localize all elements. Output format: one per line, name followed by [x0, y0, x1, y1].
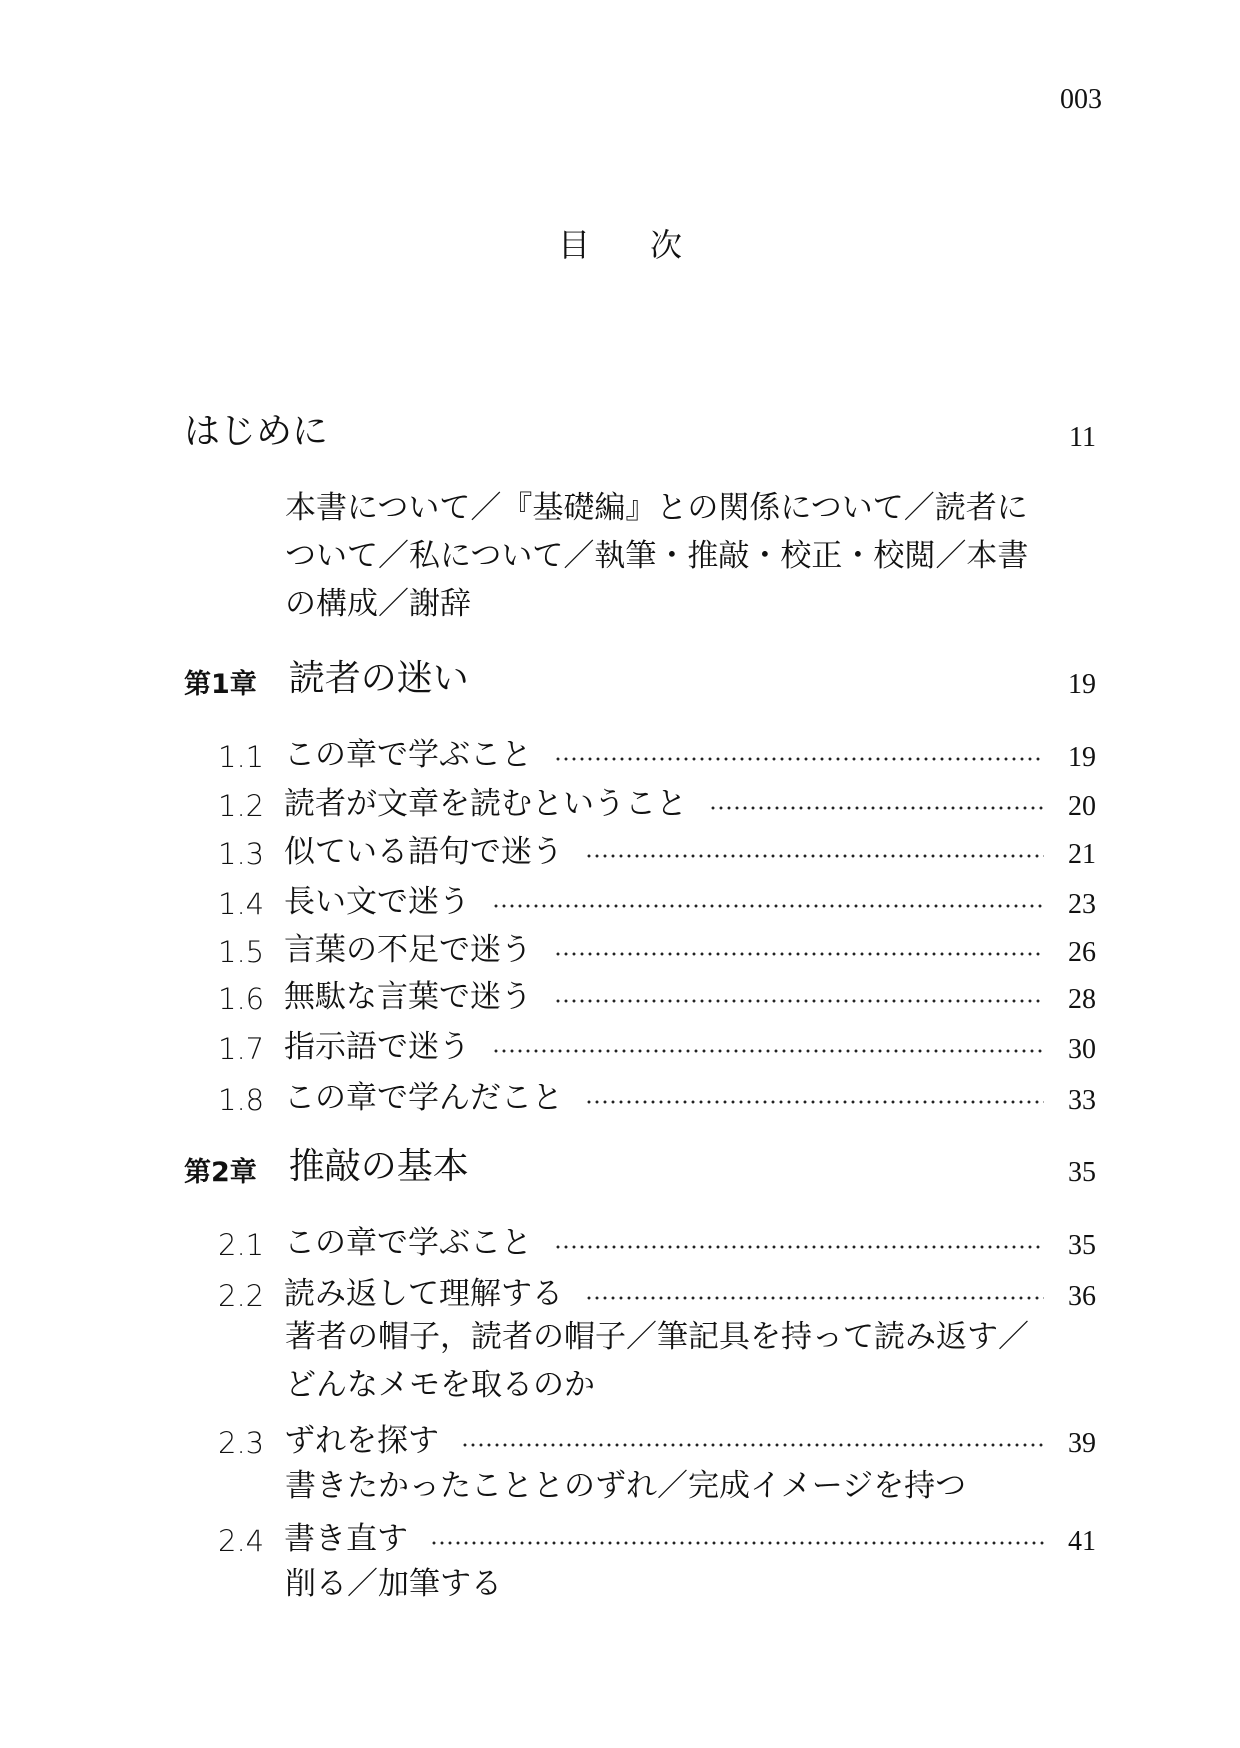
toc-section[interactable]	[184, 730, 1096, 774]
dot-leader	[709, 803, 1044, 813]
toc-chapter[interactable]	[184, 657, 1096, 701]
section-page: 39	[1068, 1428, 1096, 1459]
dot-leader	[554, 1242, 1044, 1252]
section-number: 2.2	[218, 1279, 265, 1313]
section-page: 21	[1068, 839, 1096, 870]
section-title: 長い文で迷う	[284, 884, 470, 920]
dot-leader	[461, 1440, 1044, 1450]
section-number: 1.8	[218, 1083, 265, 1117]
toc-section[interactable]	[184, 779, 1096, 823]
topic-line: 著者の帽子，読者の帽子／筆記具を持って読み返す／	[285, 1319, 1029, 1355]
chapter-title: 読者の迷い	[288, 658, 469, 699]
topic-line: 書きたかったこととのずれ／完成イメージを持つ	[285, 1468, 967, 1504]
toc-section[interactable]	[184, 1514, 1096, 1558]
chapter-label: 第2章	[184, 1157, 257, 1188]
section-topics	[285, 1462, 1045, 1510]
section-title: 言葉の不足で迷う	[284, 932, 532, 968]
toc-section[interactable]	[184, 1416, 1096, 1460]
entry-page: 11	[1069, 422, 1096, 453]
entry-title: はじめに	[184, 411, 329, 452]
section-number: 2.3	[218, 1426, 265, 1460]
section-number: 1.2	[218, 789, 265, 823]
section-page: 35	[1068, 1230, 1096, 1261]
dot-leader	[554, 996, 1044, 1006]
section-number: 2.4	[218, 1524, 265, 1558]
section-title: 指示語で迷う	[284, 1029, 470, 1065]
section-title: この章で学ぶこと	[284, 1225, 532, 1261]
section-number: 1.3	[218, 837, 265, 871]
section-page: 26	[1068, 937, 1096, 968]
dot-leader	[554, 949, 1044, 959]
toc-section[interactable]	[184, 1073, 1096, 1117]
dot-leader	[554, 754, 1044, 764]
toc-section[interactable]	[184, 1269, 1096, 1313]
section-title: この章で学ぶこと	[284, 737, 532, 773]
section-page: 19	[1068, 742, 1096, 773]
section-number: 2.1	[218, 1228, 265, 1262]
page-title: 目次	[557, 226, 742, 264]
section-number: 1.6	[218, 982, 265, 1016]
section-page: 36	[1068, 1281, 1096, 1312]
section-title: 似ている語句で迷う	[284, 834, 563, 870]
topic-line: の構成／謝辞	[285, 586, 471, 622]
topic-line: どんなメモを取るのか	[285, 1367, 595, 1403]
section-number: 1.1	[218, 740, 265, 774]
dot-leader	[492, 1046, 1044, 1056]
topic-line: 本書について／『基礎編』との関係について／読者に	[285, 490, 1028, 526]
section-page: 30	[1068, 1034, 1096, 1065]
toc-section[interactable]	[184, 925, 1096, 969]
section-number: 1.7	[218, 1032, 265, 1066]
chapter-title: 推敲の基本	[288, 1146, 469, 1187]
dot-leader	[492, 901, 1044, 911]
section-page: 28	[1068, 984, 1096, 1015]
intro-topics	[285, 484, 1045, 628]
dot-leader	[585, 851, 1044, 861]
dot-leader	[430, 1538, 1044, 1548]
dot-leader	[585, 1293, 1044, 1303]
chapter-label: 第1章	[184, 669, 257, 700]
section-number: 1.4	[218, 887, 265, 921]
section-topics	[285, 1560, 1045, 1608]
section-title: 読者が文章を読むということ	[284, 786, 687, 822]
section-number: 1.5	[218, 935, 265, 969]
page-number: 003	[1060, 84, 1102, 115]
toc-section[interactable]	[184, 827, 1096, 871]
dot-leader	[585, 1097, 1044, 1107]
topic-line: ついて／私について／執筆・推敲・校正・校閲／本書	[285, 538, 1029, 574]
section-title: 書き直す	[284, 1521, 408, 1557]
toc-section[interactable]	[184, 1218, 1096, 1262]
section-title: 読み返して理解する	[284, 1276, 563, 1312]
section-page: 33	[1068, 1085, 1096, 1116]
toc-section[interactable]	[184, 877, 1096, 921]
chapter-page: 35	[1068, 1157, 1096, 1188]
section-title: 無駄な言葉で迷う	[284, 979, 532, 1015]
toc-entry-intro[interactable]	[184, 410, 1096, 454]
section-page: 23	[1068, 889, 1096, 920]
toc-section[interactable]	[184, 972, 1096, 1016]
toc-section[interactable]	[184, 1022, 1096, 1066]
section-topics	[285, 1313, 1045, 1409]
section-title: ずれを探す	[284, 1423, 439, 1459]
topic-line: 削る／加筆する	[285, 1566, 502, 1602]
toc-chapter[interactable]	[184, 1145, 1096, 1189]
section-title: この章で学んだこと	[284, 1080, 563, 1116]
section-page: 20	[1068, 791, 1096, 822]
chapter-page: 19	[1068, 669, 1096, 700]
section-page: 41	[1068, 1526, 1096, 1557]
